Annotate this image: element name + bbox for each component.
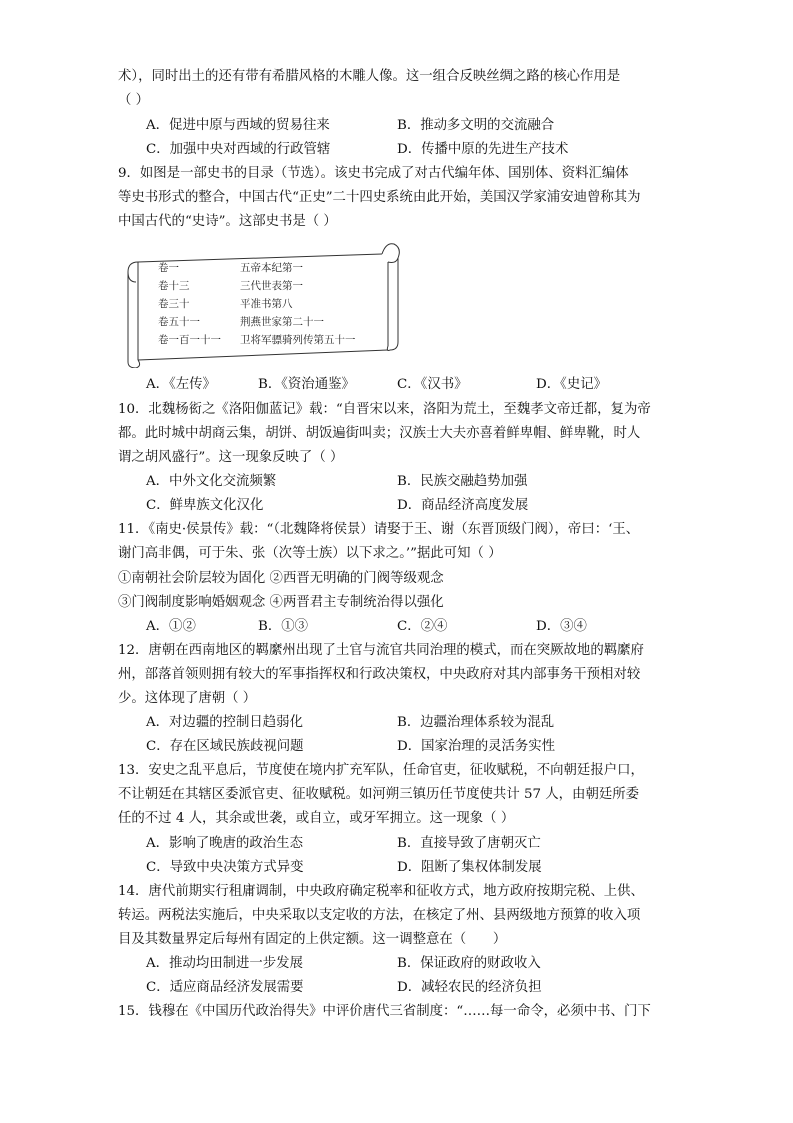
q11-option-b: B．①③ (258, 619, 309, 634)
q11-statements-2: ③门阀制度影响婚姻观念 ④两晋君主专制统治得以强化 (118, 595, 444, 610)
q10-stem-line-1: 10．北魏杨衒之《洛阳伽蓝记》载：“自晋宋以来，洛阳为荒土，至魏孝文帝迁都，复为帝 (118, 402, 651, 417)
q12-option-d: D．国家治理的灵活务实性 (397, 739, 556, 754)
q11-option-a: A．①② (146, 619, 196, 634)
q12-stem-line-3: 少。这体现了唐朝（ ） (118, 691, 257, 706)
q13-option-d: D．阻断了集权体制发展 (397, 860, 542, 875)
q9-option-d: D．《史记》 (536, 377, 607, 392)
q14-stem-line-2: 转运。两税法实施后，中央采取以支定收的方法，在核定了州、县两级地方预算的收入项 (118, 908, 641, 923)
toc-volume: 卷一 (158, 262, 179, 274)
q10-stem-line-3: 谓之胡风盛行”。这一现象反映了（ ） (118, 450, 344, 465)
q11-option-d: D．③④ (536, 619, 587, 634)
toc-title: 荆燕世家第二十一 (240, 316, 324, 328)
q13-option-a: A．影响了晚唐的政治生态 (146, 836, 303, 851)
q9-option-c: C．《汉书》 (397, 377, 468, 392)
q14-stem-line-3: 目及其数量界定后每州有固定的上供定额。这一调整意在（ ） (118, 932, 507, 947)
q11-stem-line-2: 谢门高非偶，可于朱、张（次等士族）以下求之。’”据此可知（ ） (118, 546, 502, 561)
q13-option-b: B．直接导致了唐朝灭亡 (397, 836, 541, 851)
q15-stem-line-1: 15．钱穆在《中国历代政治得失》中评价唐代三省制度：“……每一命令，必须中书、门下 (118, 1004, 651, 1019)
scroll-table-of-contents (124, 238, 404, 368)
q8-option-b: B．推动多文明的交流融合 (397, 118, 555, 133)
q9-option-a: A．《左传》 (146, 377, 216, 392)
q9-stem-line-1: 9．如图是一部史书的目录（节选）。该史书完成了对古代编年体、国别体、资料汇编体 (118, 166, 629, 181)
q12-option-b: B．边疆治理体系较为混乱 (397, 715, 555, 730)
q12-option-c: C．存在区域民族歧视问题 (146, 739, 304, 754)
q13-stem-line-2: 不让朝廷在其辖区委派官吏、征收赋税。如河朔三镇历任节度使共计 57 人，由朝廷所委 (118, 787, 640, 802)
q12-stem-line-2: 州，部落首领则拥有较大的军事指挥权和行政决策权，中央政府对其内部事务干预相对较 (118, 667, 641, 682)
q9-stem-line-3: 中国古代的“史诗”。这部史书是（ ） (118, 214, 337, 229)
q10-stem-line-2: 都。此时城中胡商云集，胡饼、胡饭遍街叫卖；汉族士大夫亦喜着鲜卑帽、鲜卑靴，时人 (118, 426, 641, 441)
q8-option-c: C．加强中央对西域的行政管辖 (146, 142, 331, 157)
q8-option-a: A．促进中原与西域的贸易往来 (146, 118, 330, 133)
q9-stem-line-2: 等史书形式的整合，中国古代“正史”二十四史系统由此开始，美国汉学家浦安迪曾称其为 (118, 190, 641, 205)
q12-option-a: A．对边疆的控制日趋弱化 (146, 715, 303, 730)
toc-volume: 卷十三 (158, 280, 190, 292)
q8-option-d: D．传播中原的先进生产技术 (397, 142, 569, 157)
toc-title: 五帝本纪第一 (240, 262, 303, 274)
toc-title: 三代世表第一 (240, 280, 303, 292)
q14-option-c: C．适应商品经济发展需要 (146, 980, 304, 995)
toc-volume: 卷一百一十一 (158, 334, 221, 346)
q13-option-c: C．导致中央决策方式异变 (146, 860, 304, 875)
q12-stem-line-1: 12．唐朝在西南地区的羁縻州出现了土官与流官共同治理的模式，而在突厥故地的羁縻府 (118, 643, 644, 658)
q11-statements-1: ①南朝社会阶层较为固化 ②西晋无明确的门阀等级观念 (118, 571, 444, 586)
q14-option-b: B．保证政府的财政收入 (397, 956, 541, 971)
q10-option-d: D．商品经济高度发展 (397, 498, 529, 513)
q14-option-d: D．减轻农民的经济负担 (397, 980, 542, 995)
q8-stem-bracket: （ ） (118, 93, 150, 108)
toc-volume: 卷五十一 (158, 316, 200, 328)
toc-volume: 卷三十 (158, 298, 190, 310)
q11-option-c: C．②④ (397, 619, 448, 634)
q13-stem-line-3: 任的不过 4 人，其余或世袭，或自立，或牙军拥立。这一现象（ ） (118, 811, 515, 826)
q14-stem-line-1: 14．唐代前期实行租庸调制，中央政府确定税率和征收方式，地方政府按期完税、上供、 (118, 884, 644, 899)
toc-title: 卫将军骠骑列传第五十一 (240, 334, 356, 346)
q11-stem-line-1: 11．《南史·侯景传》载：“（北魏降将侯景）请娶于王、谢（东晋顶级门阀），帝曰：‘王、 (118, 522, 640, 537)
q13-stem-line-1: 13．安史之乱平息后，节度使在境内扩充军队，任命官吏，征收赋税，不向朝廷报户口， (118, 763, 644, 778)
toc-title: 平准书第八 (240, 298, 293, 310)
q14-option-a: A．推动均田制进一步发展 (146, 956, 303, 971)
q10-option-b: B．民族交融趋势加强 (397, 474, 528, 489)
q9-option-b: B．《资治通鉴》 (258, 377, 355, 392)
q8-stem-line: 术），同时出土的还有带有希腊风格的木雕人像。这一组合反映丝绸之路的核心作用是 (118, 69, 621, 84)
q10-option-c: C．鲜卑族文化汉化 (146, 498, 264, 513)
q10-option-a: A．中外文化交流频繁 (146, 474, 277, 489)
